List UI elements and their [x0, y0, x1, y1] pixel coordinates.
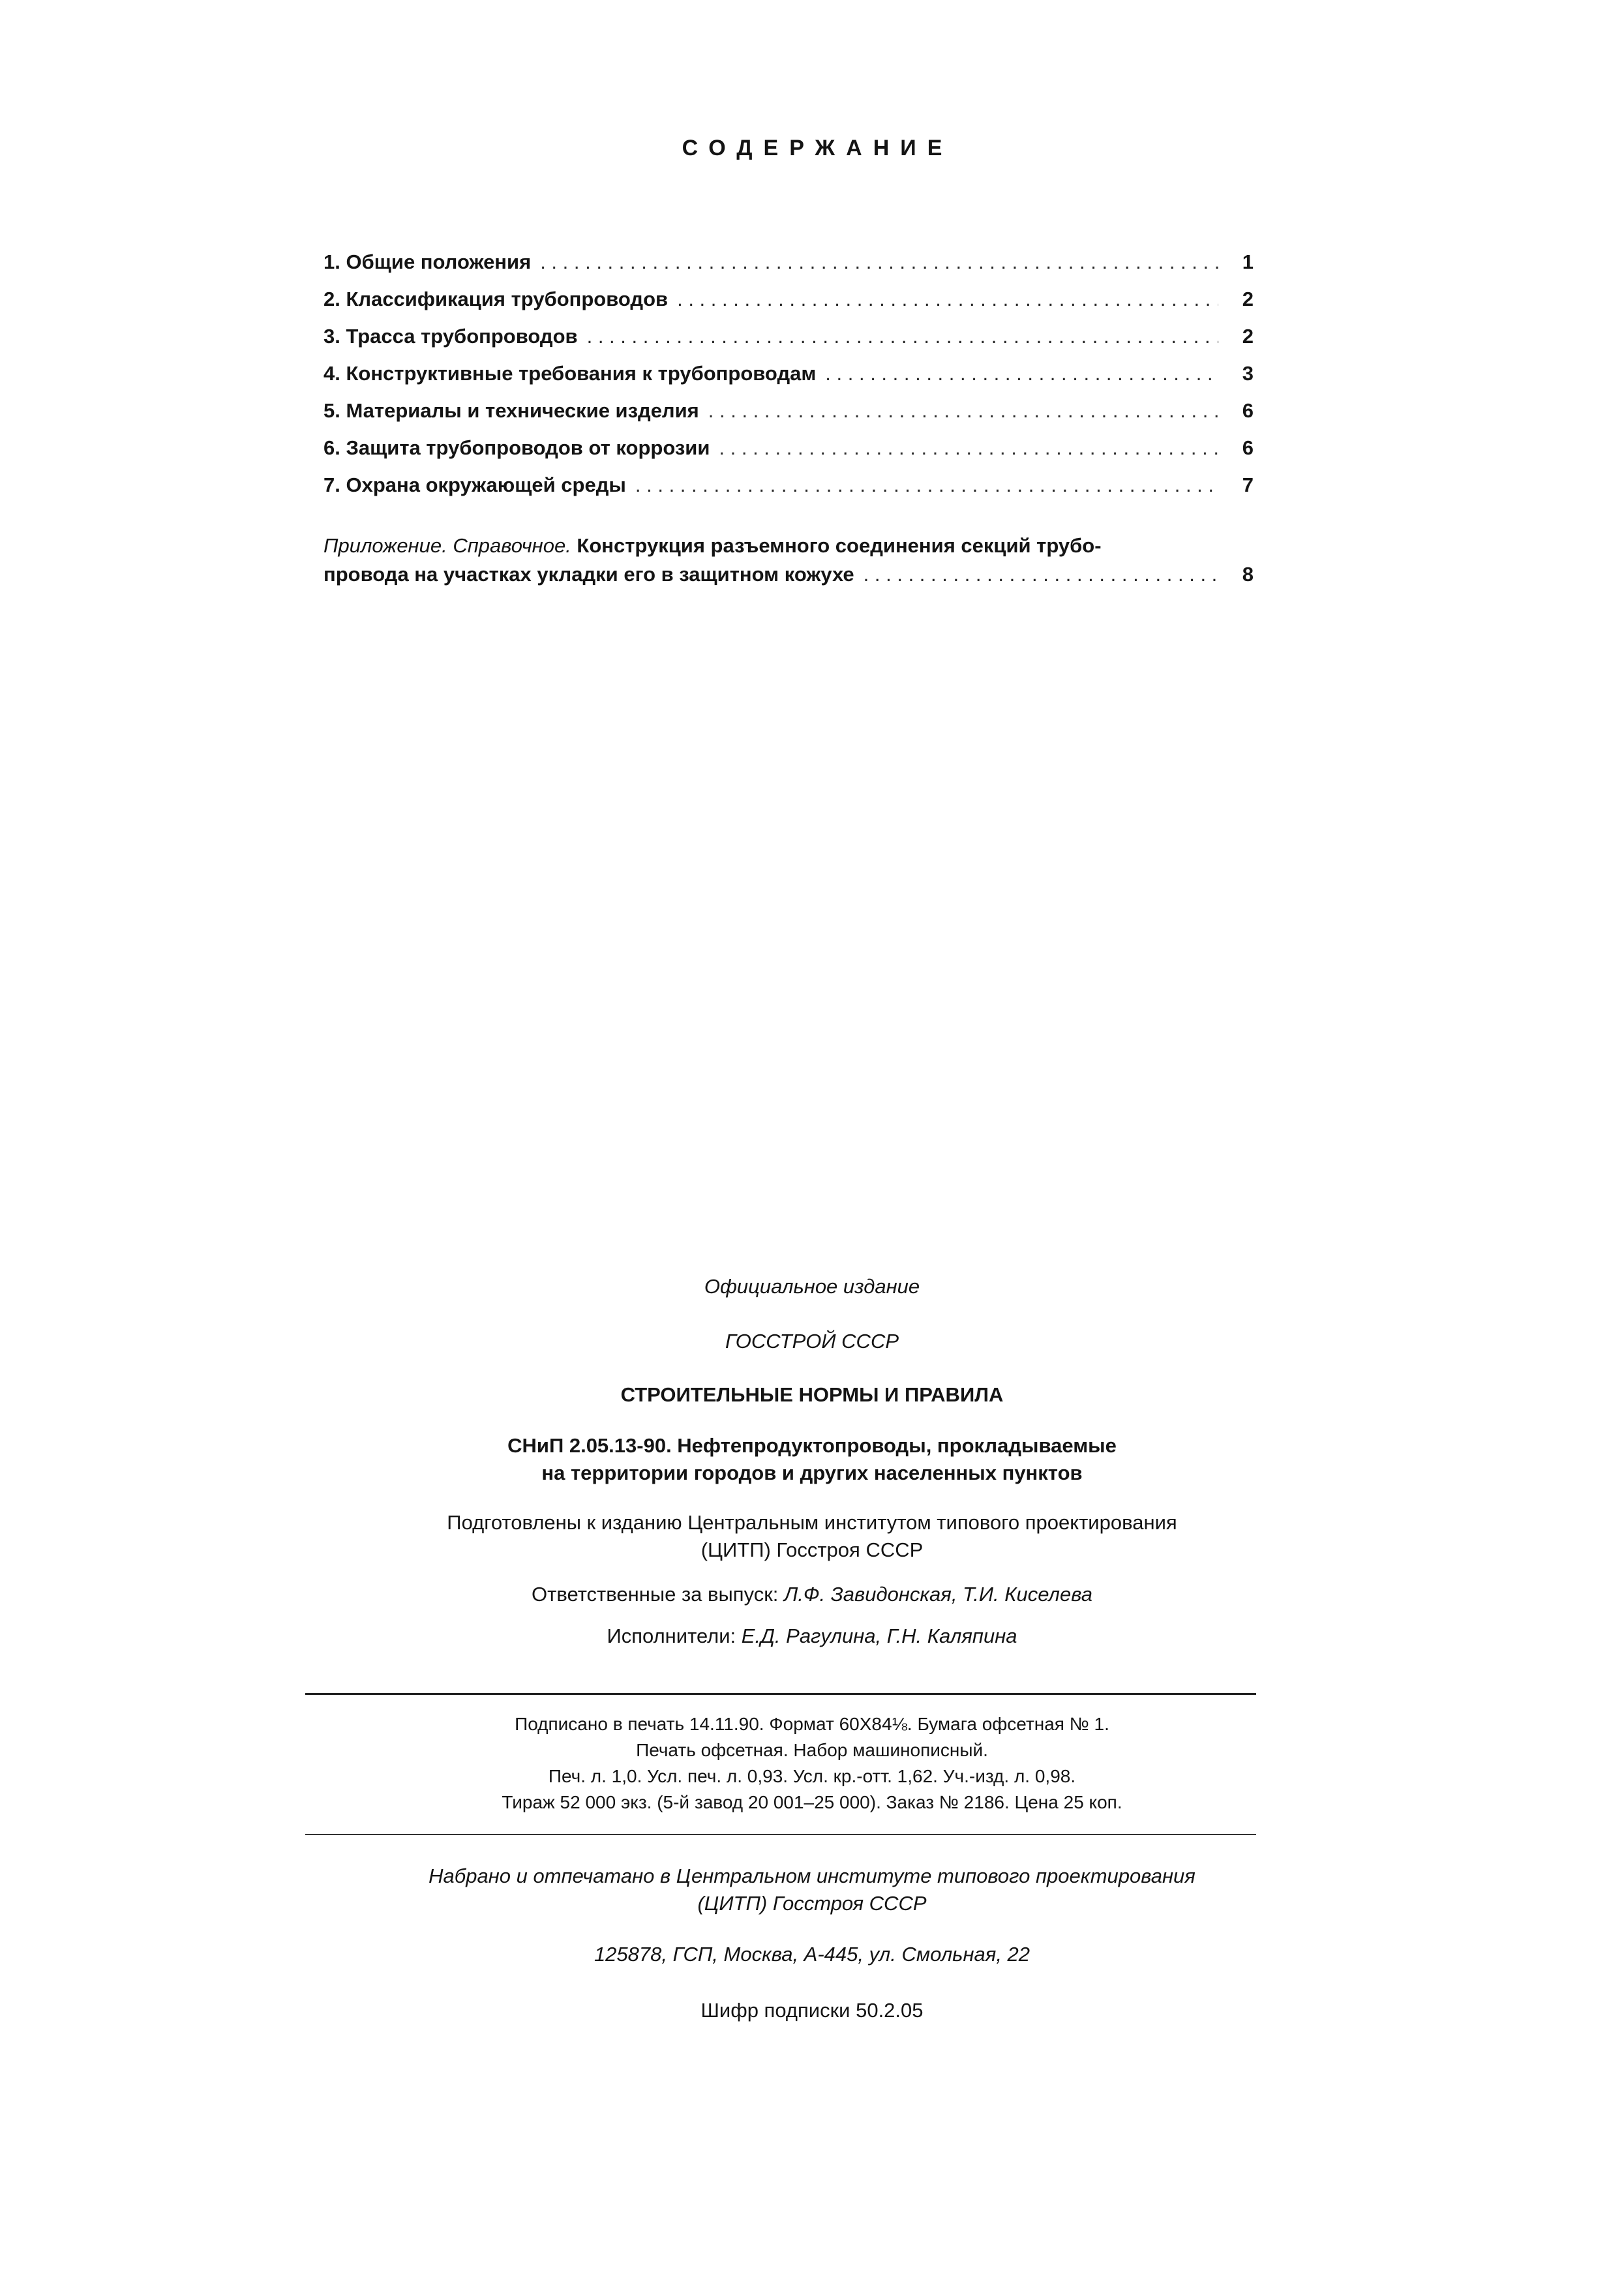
- imprint-line-1: Подписано в печать 14.11.90. Формат 60Х84⅛. Бумага офсетная № 1.: [515, 1714, 1109, 1734]
- responsible-label: Ответственные за выпуск:: [532, 1583, 779, 1606]
- toc-leader-dots: [540, 250, 1218, 274]
- publisher: ГОССТРОЙ СССР: [725, 1330, 899, 1353]
- toc-item-page: 6: [1242, 436, 1254, 459]
- toc-item-title: 4. Конструктивные требования к трубопроводам: [323, 362, 817, 385]
- toc-leader-dots: [708, 399, 1218, 423]
- subscription-code: Шифр подписки 50.2.05: [700, 1999, 924, 2022]
- appendix-page: 8: [1242, 563, 1254, 586]
- printer-line-2: (ЦИТП) Госстроя СССР: [697, 1892, 927, 1915]
- toc-item-title: 5. Материалы и технические изделия: [323, 399, 699, 422]
- responsible-names: Л.Ф. Завидонская, Т.И. Киселева: [784, 1583, 1092, 1606]
- divider-top: [305, 1693, 1256, 1695]
- imprint-line-4: Тираж 52 000 экз. (5-й завод 20 001–25 000). Заказ № 2186. Цена 25 коп.: [502, 1792, 1122, 1812]
- toc-item-page: 7: [1242, 473, 1254, 496]
- toc-item-5: [323, 399, 1254, 436]
- page-title: СОДЕРЖАНИЕ: [682, 136, 954, 160]
- toc-appendix: [323, 532, 1254, 589]
- toc-item-page: 3: [1242, 362, 1254, 385]
- series-title: СТРОИТЕЛЬНЫЕ НОРМЫ И ПРАВИЛА: [620, 1383, 1004, 1406]
- toc-leader-dots: [587, 325, 1218, 348]
- divider-bottom: [305, 1834, 1256, 1835]
- toc-item-title: 2. Классификация трубопроводов: [323, 288, 669, 310]
- printer-line-1: Набрано и отпечатано в Центральном институте типового проектирования: [429, 1864, 1195, 1887]
- toc-leader-dots: [864, 560, 1218, 589]
- toc-item-3: [323, 325, 1254, 362]
- prepared-by-line-2: (ЦИТП) Госстроя СССР: [700, 1538, 924, 1561]
- toc-leader-dots: [635, 473, 1218, 497]
- prepared-by: [0, 1509, 1624, 1564]
- document-title: [0, 1432, 1624, 1487]
- performers-names: Е.Д. Рагулина, Г.Н. Каляпина: [741, 1625, 1017, 1647]
- toc-item-page: 1: [1242, 250, 1254, 273]
- document-title-line-1: СНиП 2.05.13-90. Нефтепродуктопроводы, прокладываемые: [507, 1434, 1117, 1457]
- prepared-by-line-1: Подготовлены к изданию Центральным институтом типового проектирования: [447, 1511, 1177, 1534]
- appendix-title-part-1: Конструкция разъемного соединения секций трубо-: [577, 534, 1102, 557]
- printer-address: 125878, ГСП, Москва, А-445, ул. Смольная, 22: [594, 1943, 1030, 1966]
- toc-item-4: [323, 362, 1254, 399]
- toc-item-1: [323, 250, 1254, 288]
- table-of-contents: [323, 250, 1254, 511]
- toc-item-title: 1. Общие положения: [323, 250, 532, 273]
- imprint-line-3: Печ. л. 1,0. Усл. печ. л. 0,93. Усл. кр.-отт. 1,62. Уч.-изд. л. 0,98.: [548, 1766, 1076, 1786]
- toc-item-6: [323, 436, 1254, 473]
- appendix-line-1: [323, 532, 1254, 560]
- responsible-editors: [0, 1581, 1624, 1608]
- appendix-line-2: [323, 560, 1254, 589]
- toc-leader-dots: [825, 362, 1218, 385]
- appendix-title-part-2: провода на участках укладки его в защитном кожухе: [323, 563, 854, 586]
- toc-leader-dots: [719, 436, 1218, 460]
- toc-item-7: [323, 473, 1254, 511]
- appendix-lead: Приложение. Справочное.: [323, 534, 571, 557]
- printer-info: [0, 1863, 1624, 1917]
- toc-item-title: 3. Трасса трубопроводов: [323, 325, 578, 348]
- imprint-line-2: Печать офсетная. Набор машинописный.: [636, 1740, 988, 1760]
- toc-item-page: 6: [1242, 399, 1254, 422]
- toc-item-page: 2: [1242, 325, 1254, 348]
- performers: [0, 1623, 1624, 1650]
- toc-item-title: 6. Защита трубопроводов от коррозии: [323, 436, 710, 459]
- toc-item-page: 2: [1242, 288, 1254, 310]
- performers-label: Исполнители:: [607, 1625, 736, 1647]
- toc-item-title: 7. Охрана окружающей среды: [323, 473, 626, 496]
- document-title-line-2: на территории городов и других населенных пунктов: [541, 1461, 1083, 1484]
- official-edition: Официальное издание: [704, 1275, 920, 1298]
- toc-item-2: [323, 288, 1254, 325]
- print-imprint: [0, 1711, 1624, 1816]
- toc-leader-dots: [677, 288, 1218, 311]
